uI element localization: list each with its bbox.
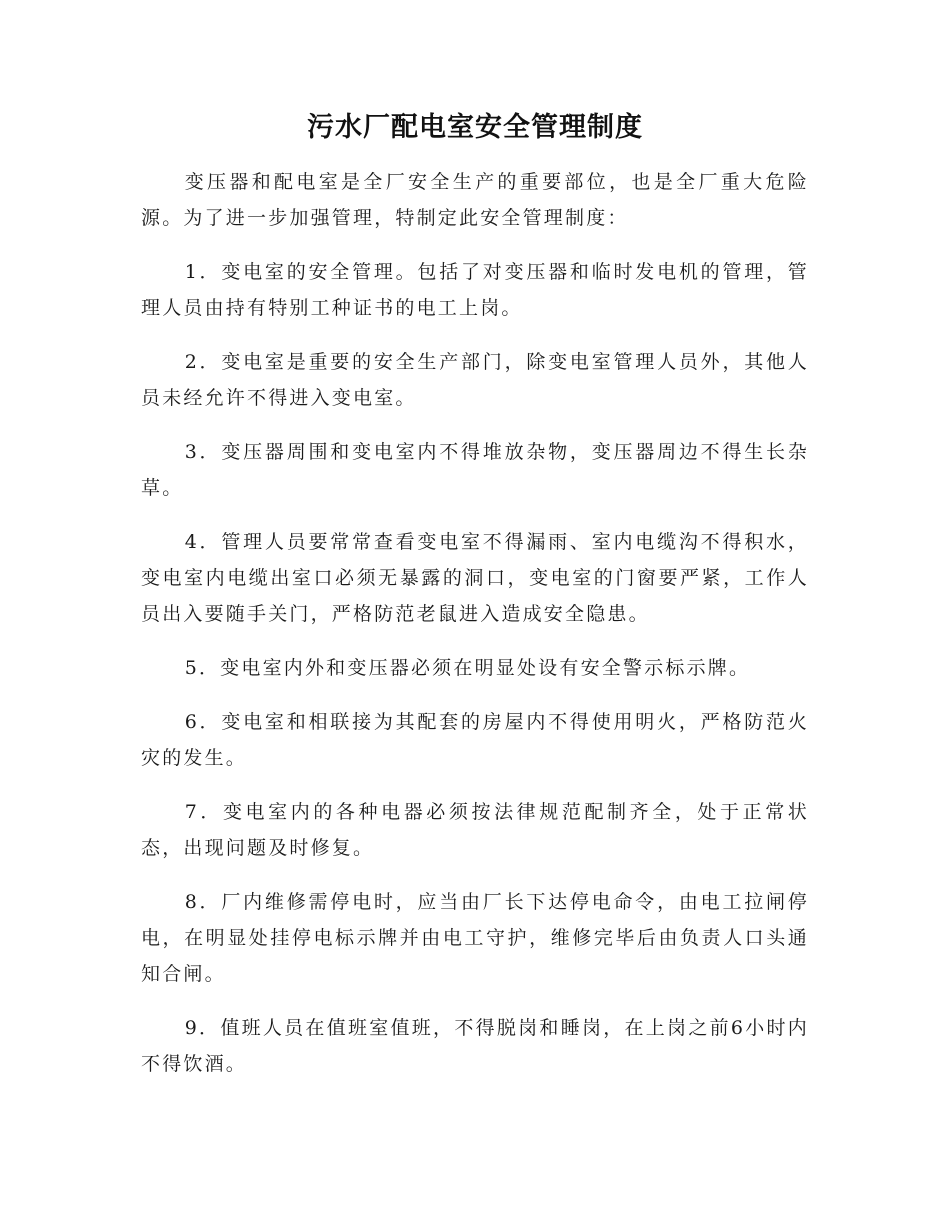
rule-paragraph-9: 9．值班人员在值班室值班，不得脱岗和睡岗，在上岗之前6小时内不得饮酒。: [141, 1017, 809, 1075]
rule-paragraph-8: 8．厂内维修需停电时，应当由厂长下达停电命令，由电工拉闸停电，在明显处挂停电标示牌并由电工守护，维修完毕后由负责人口头通知合闸。: [141, 891, 809, 985]
intro-paragraph: 变压器和配电室是全厂安全生产的重要部位，也是全厂重大危险源。为了进一步加强管理，特制定此安全管理制度：: [141, 171, 809, 229]
rule-paragraph-7: 7．变电室内的各种电器必须按法律规范配制齐全，处于正常状态，出现问题及时修复。: [141, 801, 809, 859]
rule-paragraph-3: 3．变压器周围和变电室内不得堆放杂物，变压器周边不得生长杂草。: [141, 441, 809, 499]
rule-paragraph-5: 5．变电室内外和变压器必须在明显处设有安全警示标示牌。: [184, 657, 751, 679]
document-title: 污水厂配电室安全管理制度: [307, 112, 643, 143]
rule-paragraph-2: 2．变电室是重要的安全生产部门，除变电室管理人员外，其他人员未经允许不得进入变电室。: [141, 351, 809, 409]
rule-paragraph-1: 1．变电室的安全管理。包括了对变压器和临时发电机的管理，管理人员由持有特别工种证书的电工上岗。: [141, 261, 809, 319]
document-body: [141, 164, 809, 1100]
rule-paragraph-4: 4．管理人员要常常查看变电室不得漏雨、室内电缆沟不得积水，变电室内电缆出室口必须无暴露的洞口，变电室的门窗要严紧，工作人员出入要随手关门，严格防范老鼠进入造成安全隐患。: [141, 531, 809, 625]
rule-paragraph-6: 6．变电室和相联接为其配套的房屋内不得使用明火，严格防范火灾的发生。: [141, 711, 809, 769]
